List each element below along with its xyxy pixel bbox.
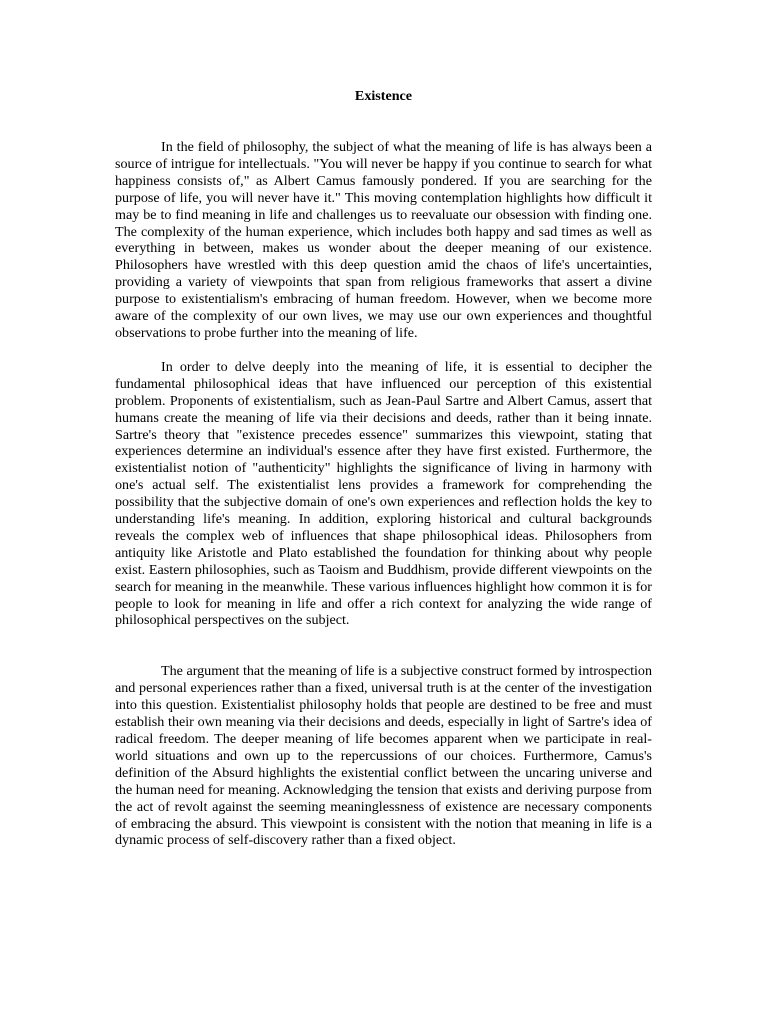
document-page xyxy=(115,0,652,849)
document-title: Existence xyxy=(354,88,413,104)
paragraph-1: In the field of philosophy, the subject of what the meaning of life is has always been a source of intrigue for intellectuals. "You will never be happy if you continue to search for what happiness consists of," as Albert Camus famously pondered. If you are searching for the purpose of life, you will never have it." This moving contemplation highlights how difficult it may be to find meaning in life and challenges us to reevaluate our obsession with finding one. The complexity of the human experience, which includes both happy and sad times as well as everything in between, makes us wonder about the deeper meaning of our existence. Philosophers have wrestled with this deep question amid the chaos of life's uncertainties, providing a variety of viewpoints that span from religious frameworks that assert a divine purpose to existentialism's embracing of human freedom. However, when we become more aware of the complexity of our own lives, we may use our own experiences and thoughtful observations to probe further into the meaning of life. xyxy=(115,139,652,341)
paragraph-2: In order to delve deeply into the meaning of life, it is essential to decipher the fundamental philosophical ideas that have influenced our perception of this existential problem. Proponents of existentialism, such as Jean-Paul Sartre and Albert Camus, assert that humans create the meaning of life via their decisions and deeds, rather than it being innate. Sartre's theory that "existence precedes essence" summarizes this viewpoint, stating that experiences determine an individual's essence after they have first existed. Furthermore, the existentialist notion of "authenticity" highlights the significance of living in harmony with one's actual self. The existentialist lens provides a framework for comprehending the possibility that the subjective domain of one's own experiences and reflection holds the key to understanding life's meaning. In addition, exploring historical and cultural backgrounds reveals the complex web of influences that shape philosophical ideas. Philosophers from antiquity like Aristotle and Plato established the foundation for thinking about why people exist. Eastern philosophies, such as Taoism and Buddhism, provide different viewpoints on the search for meaning in the meanwhile. These various influences highlight how common it is for people to look for meaning in life and offer a rich context for analyzing the wide range of philosophical perspectives on the subject. xyxy=(115,358,652,629)
paragraph-3: The argument that the meaning of life is a subjective construct formed by introspection and personal experiences rather than a fixed, universal truth is at the center of the investigation into this question. Existentialist philosophy holds that people are destined to be free and must establish their own meaning via their decisions and deeds, especially in light of Sartre's idea of radical freedom. The deeper meaning of life becomes apparent when we participate in real-world situations and own up to the repercussions of our choices. Furthermore, Camus's definition of the Absurd highlights the existential conflict between the uncaring universe and the human need for meaning. Acknowledging the tension that exists and deriving purpose from the act of revolt against the seeming meaninglessness of existence are necessary components of embracing the absurd. This viewpoint is consistent with the notion that meaning in life is a dynamic process of self-discovery rather than a fixed object. xyxy=(115,663,652,849)
